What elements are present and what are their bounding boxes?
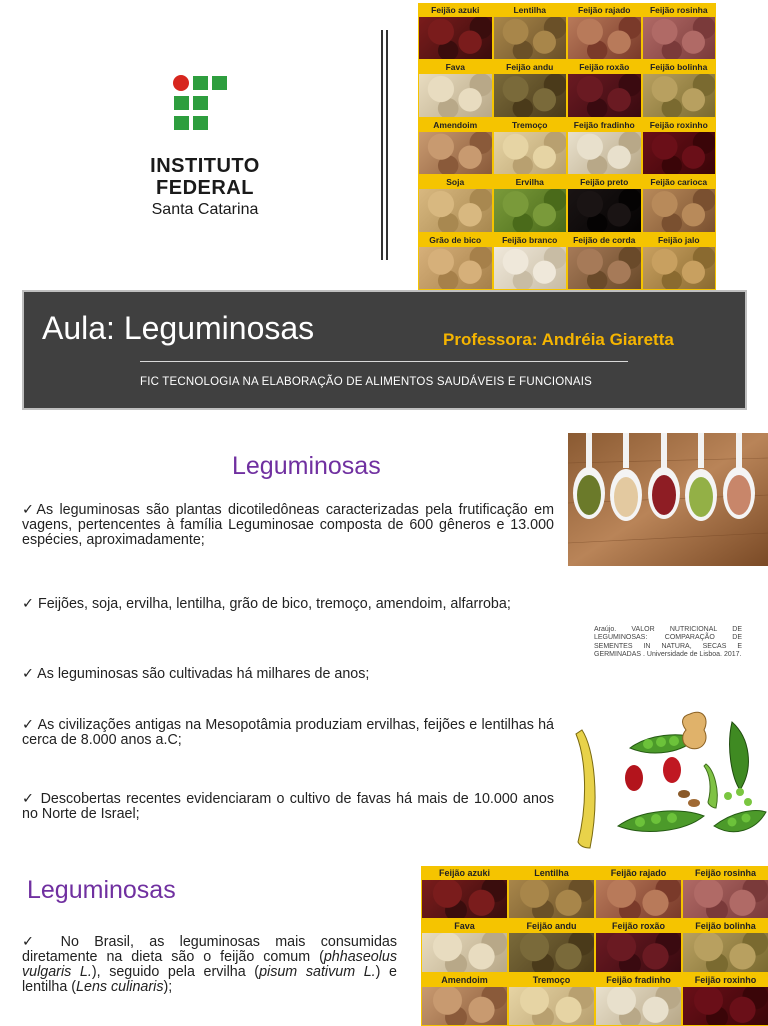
legume-tile-label: Feijão carioca xyxy=(643,176,716,189)
scientific-name: phhaseolus vulgaris L. xyxy=(22,949,397,980)
legume-tile-photo xyxy=(596,933,681,971)
legume-tile-photo xyxy=(683,933,768,971)
logo-line-instituto: INSTITUTO xyxy=(150,155,260,177)
legume-tile-label: Feijão andu xyxy=(509,920,594,933)
legume-tile-label: Fava xyxy=(422,920,507,933)
legume-tile xyxy=(567,60,642,117)
legume-tile xyxy=(418,3,493,60)
scientific-name: Lens culinaris xyxy=(76,979,164,995)
legume-tile xyxy=(493,233,568,290)
check-icon: ✓ xyxy=(22,596,34,612)
bullet-text: ) e lentilha ( xyxy=(22,964,397,995)
legume-tile-photo xyxy=(494,189,567,231)
legume-tile-photo xyxy=(568,189,641,231)
bullet-item xyxy=(22,503,554,548)
legume-tile-photo xyxy=(419,132,492,174)
legume-tile xyxy=(508,973,595,1026)
legume-tile xyxy=(567,118,642,175)
legume-tile-label: Amendoim xyxy=(422,974,507,987)
legume-tile xyxy=(642,118,717,175)
section-heading: Leguminosas xyxy=(27,876,176,904)
legume-tile-photo xyxy=(509,880,594,918)
legume-tile-photo xyxy=(494,17,567,59)
legume-tile xyxy=(595,866,682,919)
legume-tile-photo xyxy=(494,132,567,174)
section-heading: Leguminosas xyxy=(232,452,381,480)
ifsc-logo-icon xyxy=(173,75,231,133)
legume-tile xyxy=(418,175,493,232)
legume-tile xyxy=(567,233,642,290)
legume-tile-label: Feijão azuki xyxy=(419,4,492,17)
legume-tile-label: Tremoço xyxy=(494,119,567,132)
legume-tile-photo xyxy=(419,17,492,59)
legume-tile-photo xyxy=(568,247,641,289)
check-icon: ✓ xyxy=(22,934,46,950)
legume-tile xyxy=(493,3,568,60)
legume-tile-photo xyxy=(643,247,716,289)
bullet-text: As leguminosas são plantas dicotiledôneas caracterizadas pela frutificação em vagens, pertencentes à família Leguminosae composta de 600 gêneros e 13.000 espécies, aproximadamente; xyxy=(22,502,554,548)
page-title: Aula: Leguminosas xyxy=(42,310,315,346)
legume-tile-photo xyxy=(643,132,716,174)
legume-tile-photo xyxy=(596,880,681,918)
legume-tile xyxy=(508,919,595,972)
bullet-item xyxy=(22,792,554,822)
legume-tile xyxy=(567,3,642,60)
legume-tile-photo xyxy=(422,933,507,971)
bullet-text: As leguminosas são cultivadas há milhares de anos; xyxy=(33,666,370,682)
legume-tile xyxy=(642,175,717,232)
check-icon: ✓ xyxy=(22,717,35,733)
legume-tile-label: Tremoço xyxy=(509,974,594,987)
divider-line xyxy=(381,30,383,260)
legume-tile xyxy=(421,919,508,972)
legume-tile-label: Feijão bolinha xyxy=(683,920,768,933)
legume-tile xyxy=(682,919,768,972)
legume-tile xyxy=(493,60,568,117)
legume-tile-photo xyxy=(643,17,716,59)
logo-line-federal: FEDERAL xyxy=(156,177,254,199)
legumes-illustration xyxy=(564,708,768,852)
legume-tile xyxy=(567,175,642,232)
legume-tile-photo xyxy=(568,132,641,174)
check-icon: ✓ xyxy=(22,791,36,807)
legume-tile xyxy=(682,866,768,919)
legume-tile xyxy=(642,233,717,290)
legume-tile xyxy=(418,60,493,117)
legume-tile xyxy=(642,60,717,117)
legume-tile-photo xyxy=(643,189,716,231)
legume-tile-photo xyxy=(422,880,507,918)
legume-tile-label: Feijão rajado xyxy=(568,4,641,17)
bullet-text: Descobertas recentes evidenciaram o cultivo de favas há mais de 10.000 anos no Norte de Israel; xyxy=(22,791,555,822)
logo-line-santa-catarina: Santa Catarina xyxy=(151,201,259,218)
legume-tile-label: Feijão preto xyxy=(568,176,641,189)
legume-tile-photo xyxy=(419,247,492,289)
legume-tile-label: Soja xyxy=(419,176,492,189)
legume-tile xyxy=(682,973,768,1026)
legume-tile-label: Feijão branco xyxy=(494,234,567,247)
legume-tile-label: Feijão bolinha xyxy=(643,61,716,74)
legume-tile xyxy=(493,175,568,232)
legume-tile xyxy=(595,973,682,1026)
legume-tile xyxy=(421,973,508,1026)
legume-tile-label: Feijão rajado xyxy=(596,867,681,880)
legume-tile-label: Lentilha xyxy=(509,867,594,880)
legume-tile-label: Feijão rosinha xyxy=(683,867,768,880)
title-banner xyxy=(22,290,747,410)
professor-name: Professora: Andréia Giaretta xyxy=(443,330,674,349)
legume-tile xyxy=(493,118,568,175)
legume-tile-label: Feijão andu xyxy=(494,61,567,74)
legume-tile-photo xyxy=(683,987,768,1025)
bullet-item xyxy=(22,597,554,612)
legume-tile-label: Feijão fradinho xyxy=(568,119,641,132)
legume-tile-label: Feijão roxinho xyxy=(643,119,716,132)
legume-tile-label: Ervilha xyxy=(494,176,567,189)
course-subtitle: FIC TECNOLOGIA NA ELABORAÇÃO DE ALIMENTOS SAUDÁVEIS E FUNCIONAIS xyxy=(140,376,593,388)
citation-text: Araújo. VALOR NUTRICIONAL DE LEGUMINOSAS: COMPARAÇÃO DE SEMENTES IN NATURA, SECAS E GERMINADAS . Universidade de Lisboa. 2017. xyxy=(594,626,742,659)
legume-tile-photo xyxy=(419,74,492,116)
legume-tile xyxy=(642,3,717,60)
legume-tile-label: Feijão roxão xyxy=(596,920,681,933)
legume-tile-label: Feijão rosinha xyxy=(643,4,716,17)
legume-tile-label: Fava xyxy=(419,61,492,74)
scientific-name: pisum sativum L. xyxy=(259,964,376,980)
legume-tile-photo xyxy=(419,189,492,231)
legume-tile-photo xyxy=(494,247,567,289)
legume-tile-photo xyxy=(494,74,567,116)
bullet-item xyxy=(22,667,554,682)
legume-tile-photo xyxy=(509,933,594,971)
legume-tile xyxy=(421,866,508,919)
legume-tile-photo xyxy=(568,17,641,59)
legume-tile-photo xyxy=(568,74,641,116)
bullet-text: ), seguido pela ervilha ( xyxy=(91,964,260,980)
legume-tile-photo xyxy=(422,987,507,1025)
bullet-item xyxy=(22,935,397,995)
legume-tile-label: Feijão roxão xyxy=(568,61,641,74)
banner-rule xyxy=(140,361,628,362)
legume-tile-label: Feijão jalo xyxy=(643,234,716,247)
bullet-text: As civilizações antigas na Mesopotâmia produziam ervilhas, feijões e lentilhas há cerca de 8.000 anos a.C; xyxy=(22,717,554,748)
legume-tile-label: Lentilha xyxy=(494,4,567,17)
spoons-photo xyxy=(568,433,768,566)
legume-photo-grid xyxy=(418,3,716,290)
legume-tile-photo xyxy=(683,880,768,918)
legume-tile-label: Amendoim xyxy=(419,119,492,132)
bullet-text: No Brasil, as leguminosas mais consumidas diretamente na dieta são o feijão comum ( xyxy=(22,934,398,965)
bullet-item xyxy=(22,718,554,748)
legume-tile-photo xyxy=(643,74,716,116)
legume-tile-label: Feijão roxinho xyxy=(683,974,768,987)
legume-tile-label: Feijão fradinho xyxy=(596,974,681,987)
check-icon: ✓ xyxy=(22,666,34,682)
bullet-text: Feijões, soja, ervilha, lentilha, grão de bico, tremoço, amendoim, alfarroba; xyxy=(33,596,511,612)
legume-tile-photo xyxy=(596,987,681,1025)
legume-tile xyxy=(595,919,682,972)
bullet-text: ); xyxy=(163,979,173,995)
legume-tile xyxy=(418,118,493,175)
legume-tile-label: Feijão de corda xyxy=(568,234,641,247)
check-icon: ✓ xyxy=(22,502,37,518)
divider-line xyxy=(386,30,388,260)
legume-photo-grid xyxy=(421,866,768,1026)
legume-tile-photo xyxy=(509,987,594,1025)
legume-tile-label: Feijão azuki xyxy=(422,867,507,880)
legume-tile xyxy=(418,233,493,290)
legume-tile-label: Grão de bico xyxy=(419,234,492,247)
legume-tile xyxy=(508,866,595,919)
